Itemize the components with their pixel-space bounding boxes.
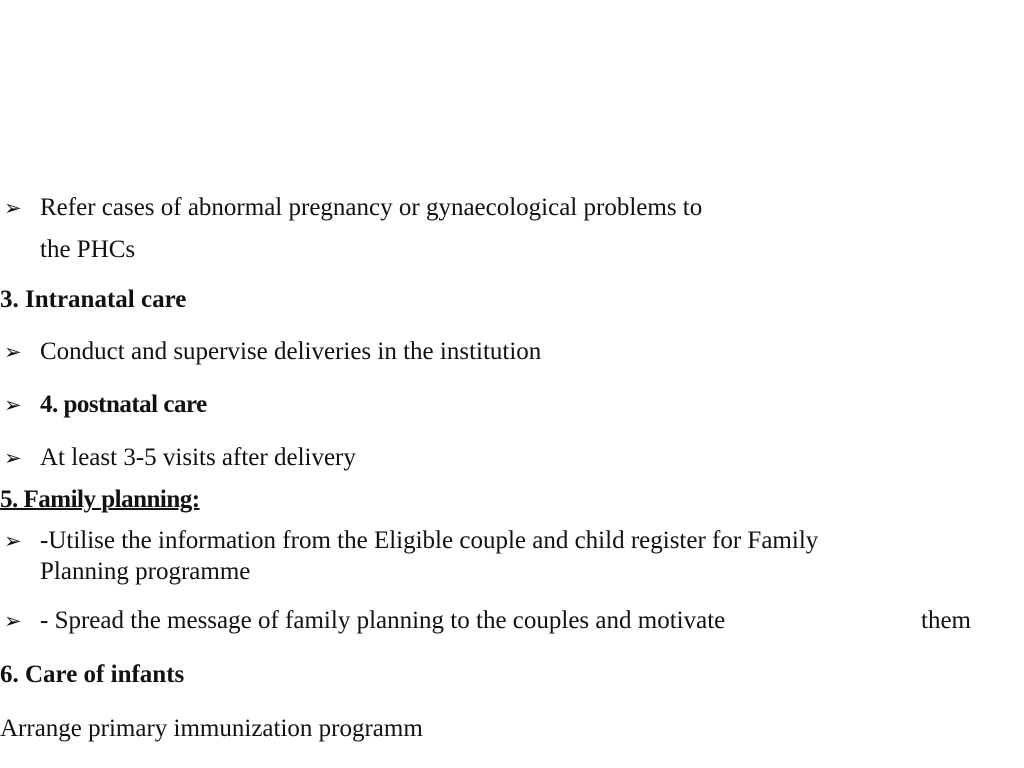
refer-text-line1: Refer cases of abnormal pregnancy or gynaecological problems to [40,194,703,221]
heading-intranatal-care: 3. Intranatal care [0,286,187,313]
utilise-text-line2: Planning programme [40,558,251,585]
heading-family-planning: 5. Family planning: [0,486,200,513]
postnatal-heading: 4. postnatal care [40,391,207,418]
arrow-bullet-icon: ➢ [4,196,22,220]
arrow-bullet-icon: ➢ [4,446,22,470]
conduct-text: Conduct and supervise deliveries in the institution [40,338,542,365]
utilise-text-line1: -Utilise the information from the Eligible couple and child register for Family [40,527,819,554]
arrow-bullet-icon: ➢ [4,529,22,553]
spread-text: - Spread the message of family planning to the couples and motivate [40,607,726,634]
heading-care-of-infants: 6. Care of infants [0,661,185,688]
arrange-text: Arrange primary immunization programm [0,715,423,742]
arrow-bullet-icon: ➢ [4,393,22,417]
refer-text-line2: the PHCs [40,236,136,263]
arrow-bullet-icon: ➢ [4,340,22,364]
spread-text-them: them [921,607,971,634]
visits-text: At least 3-5 visits after delivery [40,444,356,471]
arrow-bullet-icon: ➢ [4,609,22,633]
